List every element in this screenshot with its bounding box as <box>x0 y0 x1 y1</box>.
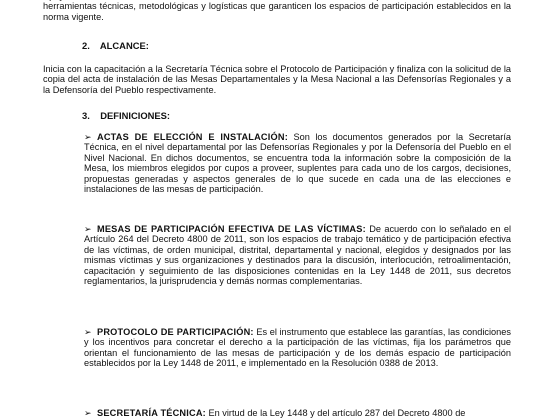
section-heading-alcance <box>82 40 149 51</box>
arrow-bullet-icon: ➢ <box>84 132 92 142</box>
definition-secretaria <box>84 408 511 418</box>
section-number: 2. <box>82 40 90 51</box>
section-heading-definiciones <box>82 110 170 121</box>
section-title: DEFINICIONES: <box>100 110 171 121</box>
definition-term: PROTOCOLO DE PARTICIPACIÓN: <box>97 327 254 337</box>
definition-text: De acuerdo con lo señalado en el Artículo 264 del Decreto 4800 de 2011, son los espacios de trabajo temático y de participación efectiva de las víctimas, de orden municipal, distrital, departamental y nacional, elegidos y designados por las mismas víctimas y sus organizaciones y destinados para la discusión, interlocución, retroalimentación, capacitación y seguimiento de las disposiciones contenidas en la Ley 1448 de 2011, sus decretos reglamentarios, la jurisprudencia y demás normas complementarias. <box>84 224 511 287</box>
definition-mesas <box>84 224 511 286</box>
definition-term: SECRETARÍA TÉCNICA: <box>97 408 206 418</box>
definition-protocolo <box>84 327 511 369</box>
definition-actas <box>84 132 511 194</box>
arrow-bullet-icon: ➢ <box>84 327 92 337</box>
section-title: ALCANCE: <box>99 40 149 51</box>
alcance-paragraph: Inicia con la capacitación a la Secretaría Técnica sobre el Protocolo de Participación y finaliza con la solicitud de la copia del acta de instalación de las Mesas Departamentales y la Mesa Nacional a las Defensorías Regionales y a la Defensoría del Pueblo respectivamente. <box>43 64 511 95</box>
intro-paragraph: herramientas técnicas, metodológicas y logísticas que garanticen los espacios de participación establecidos en la norma vigente. <box>43 1 511 22</box>
definition-text: En virtud de la Ley 1448 y del artículo 287 del Decreto 4800 de <box>205 408 466 418</box>
definition-text: Son los documentos generados por la Secretaría Técnica, en el nivel departamental por las Defensorías Regionales y por la Defensoría del Pueblo en el Nivel Nacional. En dichos documentos, se encuentra toda la información sobre la composición de la Mesa, los miembros elegidos por cupos a proveer, suplentes para cada uno de los cargos, decisiones, propuestas generadas y aspectos generales de lo que sucede en cada una de las elecciones e instalaciones de las mesas de participación. <box>84 132 511 195</box>
section-number: 3. <box>82 110 90 121</box>
definition-term: ACTAS DE ELECCIÓN E INSTALACIÓN: <box>97 132 288 142</box>
definition-text: Es el instrumento que establece las garantías, las condiciones y los incentivos para concretar el derecho a la participación de las víctimas, fija los parámetros que orientan el funcionamiento de las mesas de participación y de los demás espacio de participación establecidos por la Ley 1448 de 2011, e implementado en la Resolución 0388 de 2013. <box>84 327 511 369</box>
arrow-bullet-icon: ➢ <box>84 408 92 418</box>
arrow-bullet-icon: ➢ <box>84 224 92 234</box>
definition-term: MESAS DE PARTICIPACIÓN EFECTIVA DE LAS VÍCTIMAS: <box>97 224 366 234</box>
